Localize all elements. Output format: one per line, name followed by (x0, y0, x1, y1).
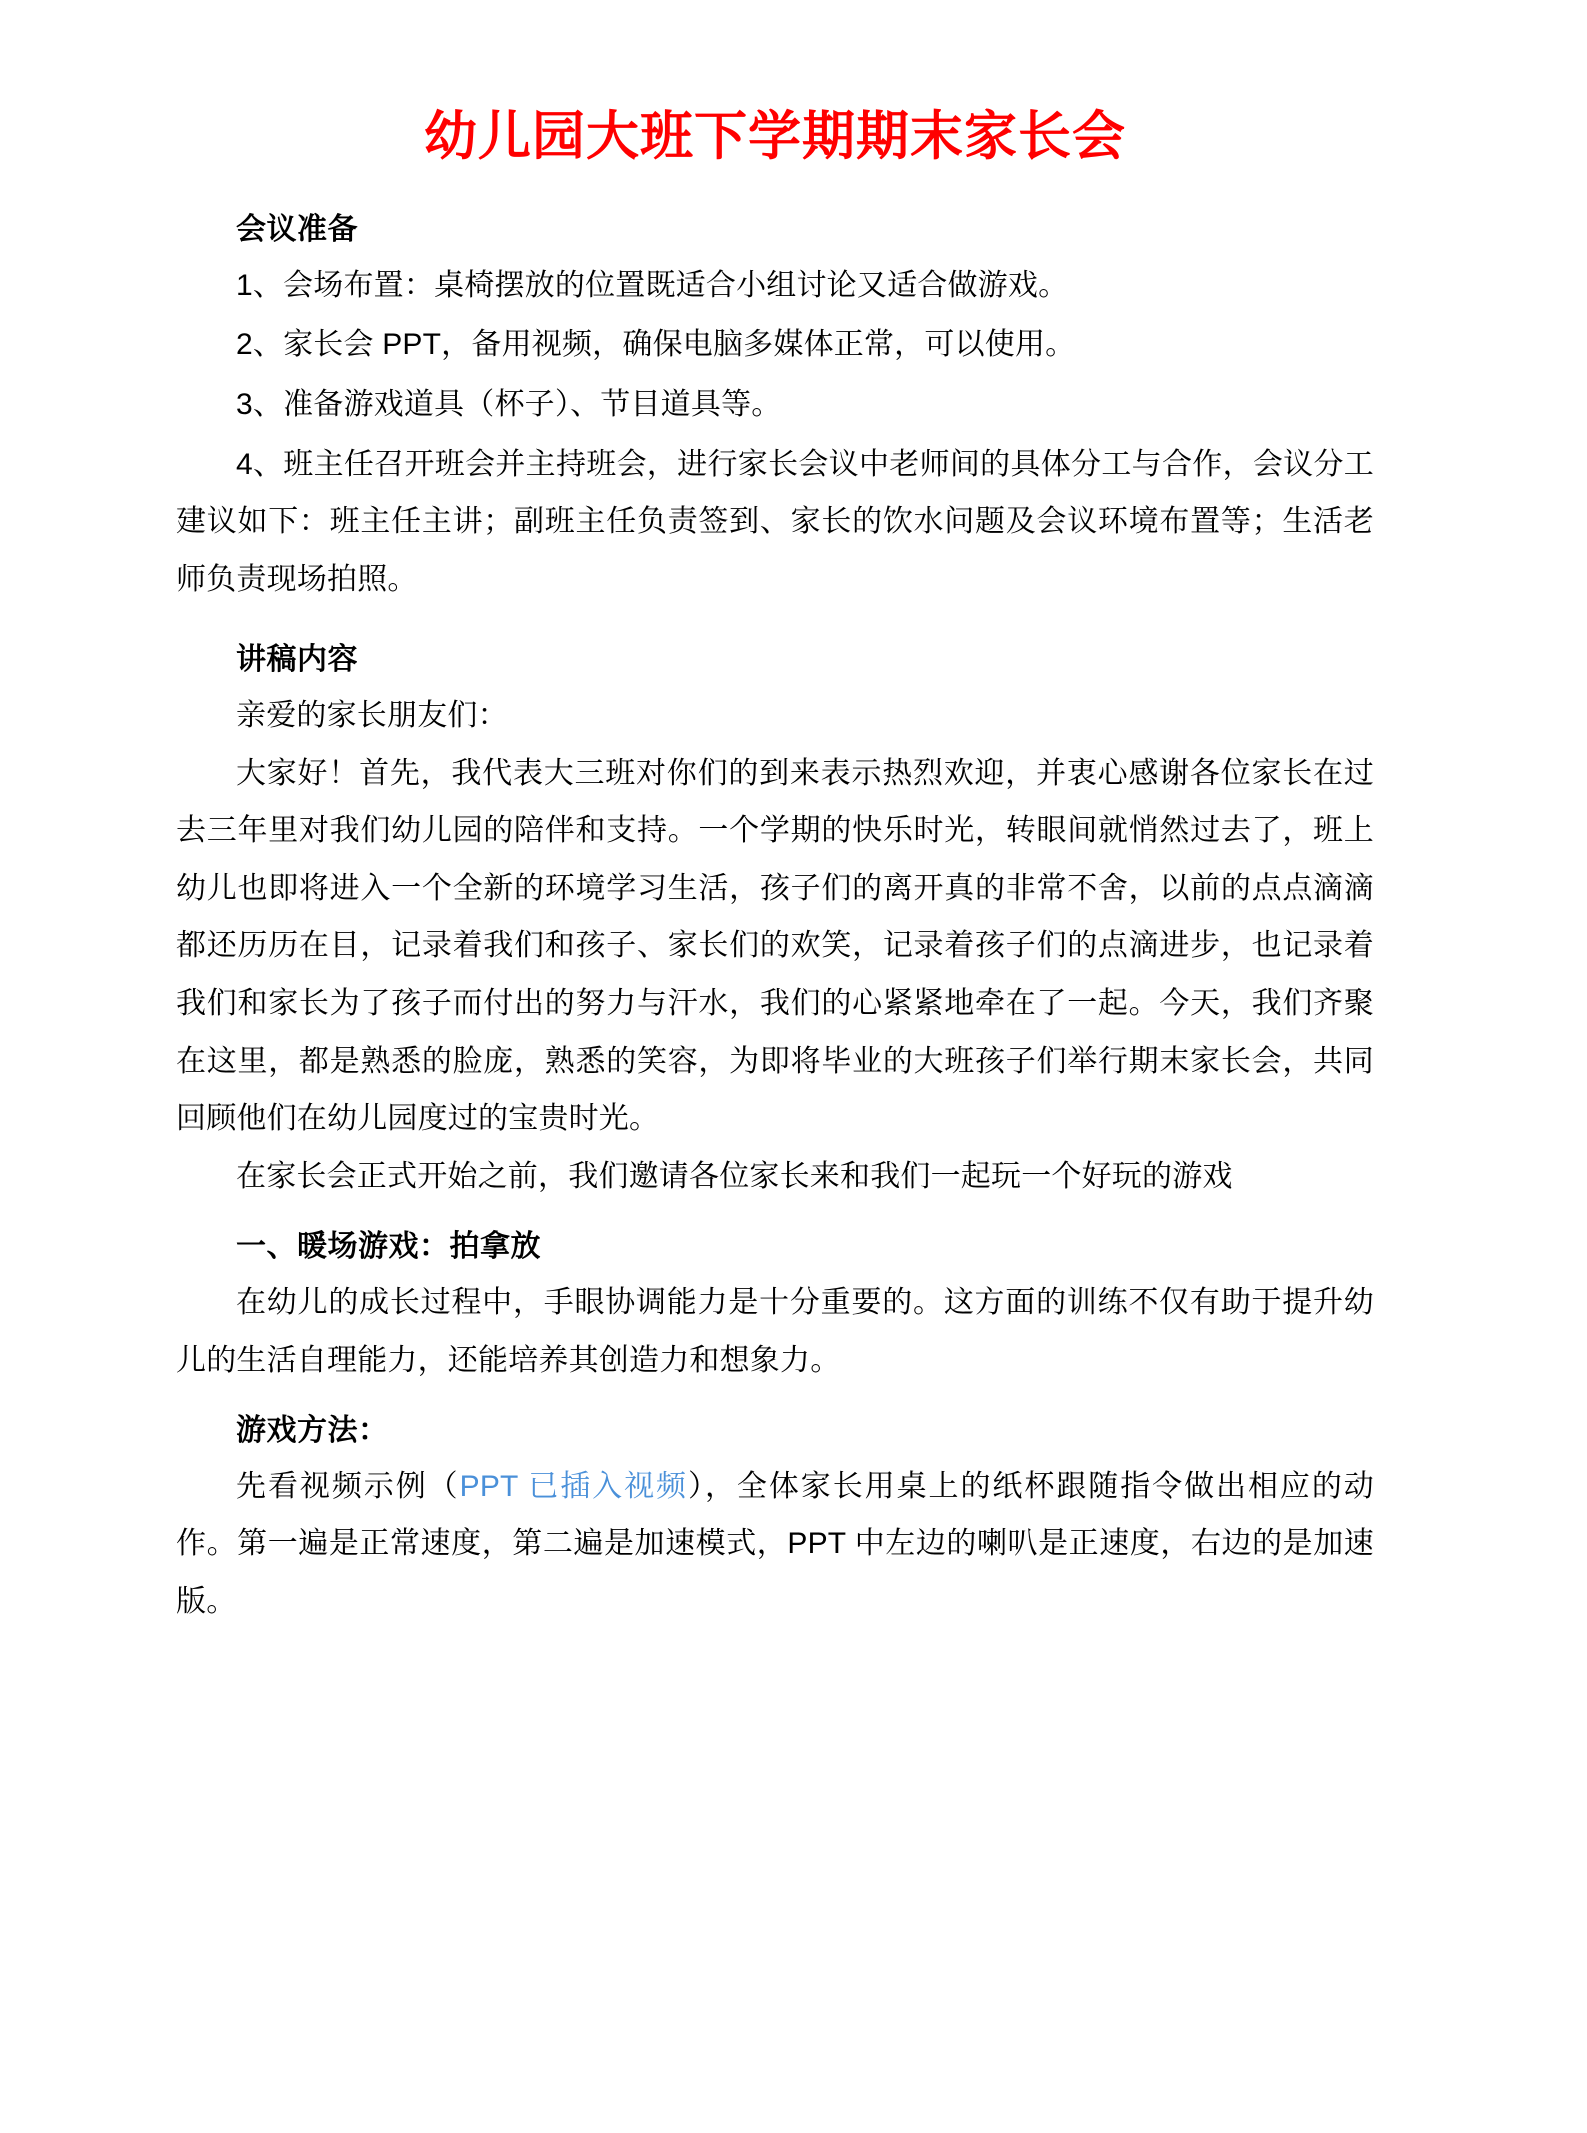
section-heading-script-content: 讲稿内容 (236, 643, 358, 677)
method-text-before-link: 先看视频示例（ (236, 1469, 460, 1503)
game-intro-paragraph: 在幼儿的成长过程中，手眼协调能力是十分重要的。这方面的训练不仅有助于提升幼儿的生活自理能力，还能培养其创造力和想象力。 (176, 1285, 1374, 1377)
prep-list-item-4: 4、班主任召开班会并主持班会，进行家长会议中老师间的具体分工与合作，会议分工建议如下：班主任主讲；副班主任负责签到、家长的饮水问题及会议环境布置等；生活老师负责现场拍照。 (176, 447, 1374, 596)
prep-list-item-1: 1、会场布置：桌椅摆放的位置既适合小组讨论又适合做游戏。 (236, 268, 1069, 302)
title-spacer (176, 170, 1374, 180)
page-title: 幼儿园大班下学期期末家长会 (424, 107, 1126, 166)
section-heading-game-method: 游戏方法： (236, 1414, 389, 1448)
prep-list-item-2: 2、家长会 PPT，备用视频，确保电脑多媒体正常，可以使用。 (236, 328, 1076, 362)
document-body (176, 0, 1374, 1631)
prep-list-item-3: 3、准备游戏道具（杯子）、节目道具等。 (236, 388, 782, 422)
section-heading-warmup-game: 一、暖场游戏：拍拿放 (236, 1230, 541, 1264)
salutation-line: 亲爱的家长朋友们： (236, 699, 508, 732)
ppt-video-link[interactable]: PPT 已插入视频 (459, 1469, 689, 1503)
method-text-after-link: ），全体家长用桌上的纸杯跟随指令做出相应的动作。第一遍是正常速度，第二遍是加速模式，PPT 中左边的喇叭是正速度，右边的是加速版。 (176, 1469, 1375, 1618)
invite-paragraph: 在家长会正式开始之前，我们邀请各位家长来和我们一起玩一个好玩的游戏 (236, 1159, 1233, 1193)
game-method-paragraph (176, 1458, 1374, 1631)
welcome-paragraph: 大家好！首先，我代表大三班对你们的到来表示热烈欢迎，并衷心感谢各位家长在过去三年里对我们幼儿园的陪伴和支持。一个学期的快乐时光，转眼间就悄然过去了，班上幼儿也即将进入一个全新的环境学习生活，孩子们的离开真的非常不舍，以前的点点滴滴都还历历在目，记录着我们和孩子、家长们的欢笑，记录着孩子们的点滴进步，也记录着我们和家长为了孩子而付出的努力与汗水，我们的心紧紧地牵在了一起。今天，我们齐聚在这里，都是熟悉的脸庞，熟悉的笑容，为即将毕业的大班孩子们举行期末家长会，共同回顾他们在幼儿园度过的宝贵时光。 (176, 756, 1374, 1136)
section-heading-meeting-prep: 会议准备 (236, 213, 358, 247)
